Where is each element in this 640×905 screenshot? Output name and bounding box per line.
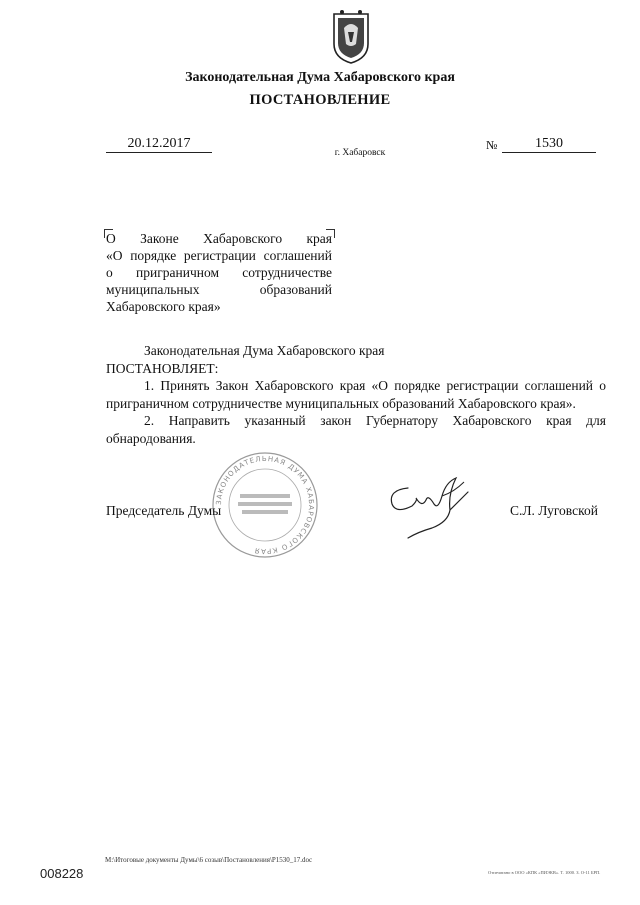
document-date: 20.12.2017 <box>106 136 212 153</box>
signer-title: Председатель Думы <box>106 503 222 518</box>
organization-name: Законодательная Дума Хабаровского края <box>185 70 455 85</box>
subject-line: о приграничном сотрудничестве <box>106 265 332 280</box>
resolves-heading: ПОСТАНОВЛЯЕТ: <box>106 360 219 376</box>
document-subject <box>106 230 332 315</box>
svg-text:ЗАКОНОДАТЕЛЬНАЯ ДУМА ХАБАРОВСК: ЗАКОНОДАТЕЛЬНАЯ ДУМА ХАБАРОВСКОГО КРАЯ <box>214 454 316 556</box>
document-type: ПОСТАНОВЛЕНИЕ <box>249 92 391 108</box>
subject-line: муниципальных образований <box>106 282 332 297</box>
document-city: г. Хабаровск <box>334 148 386 158</box>
document-body <box>106 342 606 447</box>
serial-number: 008228 <box>40 866 84 881</box>
footer-print-note: Отпечатано в ООО «КПК «ПИЭКВ». Т. 1000. З. О-11 БРП. <box>488 870 601 875</box>
resolution-item-1: 1. Принять Закон Хабаровского края «О порядке регистрации соглашений о приграничном сотрудничестве муниципальных образований Хабаровского края». <box>106 378 606 411</box>
subject-line: Хабаровского края» <box>106 299 221 314</box>
signer-name: С.Л. Луговской <box>510 503 598 518</box>
number-label: № <box>486 138 498 152</box>
footer-file-path: М:\Итоговые документы Думы\6 созыв\Постановления\Р1530_17.doc <box>105 856 313 864</box>
official-stamp <box>210 450 320 560</box>
preamble: Законодательная Дума Хабаровского края <box>144 343 385 358</box>
coat-of-arms-icon <box>330 8 372 64</box>
subject-line: О Законе Хабаровского края <box>106 231 332 246</box>
subject-line: «О порядке регистрации соглашений <box>106 248 332 263</box>
resolution-item-2: 2. Направить указанный закон Губернатору Хабаровского края для обнародования. <box>106 413 606 446</box>
document-number: 1530 <box>502 136 596 153</box>
signature <box>378 470 478 542</box>
